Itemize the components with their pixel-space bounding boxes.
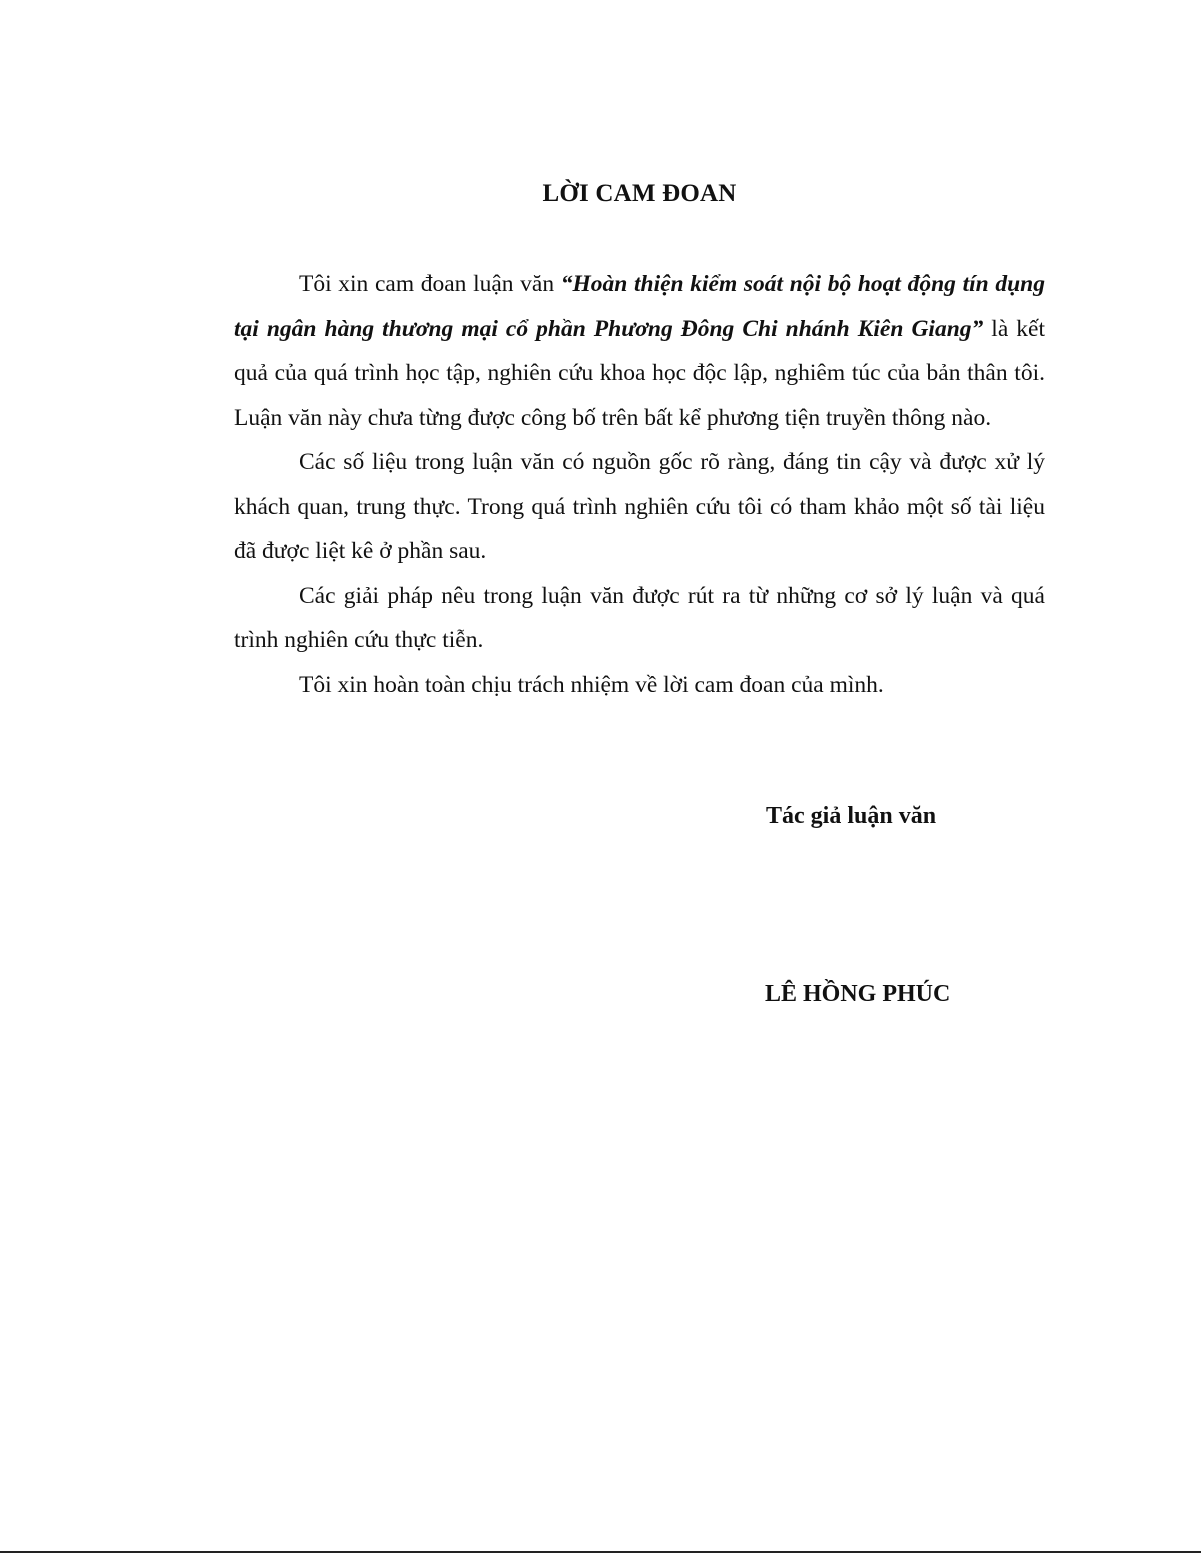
author-label: Tác giả luận văn <box>766 803 937 829</box>
paragraph-1-rest: là kết quả của quá trình học tập, nghiên cứu khoa học độc lập, nghiêm túc của bản thân tôi. Luận văn này chưa từng được công bố trên bất kể phương tiện truyền thông nào. <box>234 315 1045 431</box>
page-title: LỜI CAM ĐOAN <box>542 180 737 207</box>
thesis-title: “Hoàn thiện kiểm soát nội bộ hoạt động tín dụng tại ngân hàng thương mại cổ phần Phương Đông Chi nhánh Kiên Giang” <box>234 271 1045 342</box>
paragraph-4: Tôi xin hoàn toàn chịu trách nhiệm về lời cam đoan của mình. <box>299 671 884 698</box>
paragraph-2: Các số liệu trong luận văn có nguồn gốc rõ ràng, đáng tin cậy và được xử lý khách quan, trung thực. Trong quá trình nghiên cứu tôi có tham khảo một số tài liệu đã được liệt kê ở phần sau. <box>234 449 1045 564</box>
paragraph-3: Các giải pháp nêu trong luận văn được rút ra từ những cơ sở lý luận và quá trình nghiên cứu thực tiễn. <box>234 582 1045 653</box>
paragraph-1-lead: Tôi xin cam đoan luận văn <box>299 271 561 297</box>
author-name: LÊ HỒNG PHÚC <box>765 981 951 1007</box>
bottom-divider <box>0 1551 1201 1553</box>
declaration-body <box>234 262 1045 707</box>
paragraph-1 <box>234 262 1045 440</box>
